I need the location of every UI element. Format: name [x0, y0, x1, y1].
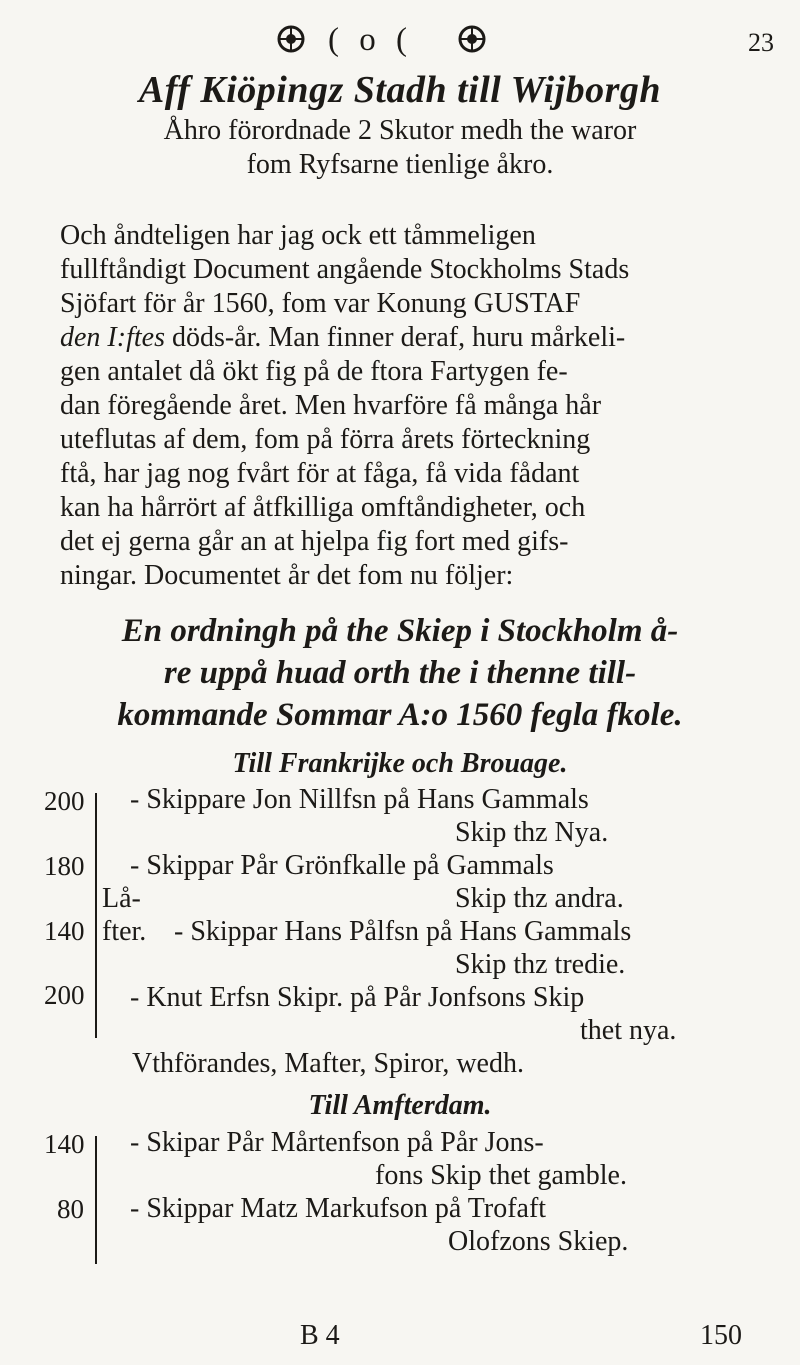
printer-ornament-icon	[457, 24, 487, 54]
signature-mark: B 4	[300, 1320, 340, 1351]
paragraph-line: kan ha hårrört af åtfkilliga omftåndigheter, och	[60, 492, 586, 523]
tonnage-number: 140	[44, 1129, 85, 1159]
ship-entry-continuation: fons Skip thet gamble.	[375, 1160, 627, 1191]
document-heading	[0, 610, 800, 736]
page-header	[0, 22, 800, 62]
ship-entry-continuation: Skip thz tredie.	[455, 949, 626, 980]
intro-line: Åhro förordnade 2 Skutor medh the waror	[163, 115, 637, 146]
paragraph-line: Sjöfart för år 1560, fom var Konung GUSTAF	[60, 288, 581, 319]
paragraph-text: döds-år. Man finner deraf, huru mårkeli-	[164, 322, 626, 353]
running-title: Aff Kiöpingz Stadh till Wijborgh	[138, 69, 662, 111]
paragraph-line: Och åndteligen har jag ock ett tåmmeligen	[60, 220, 536, 251]
cargo-line: Vthförandes, Mafter, Spiror, wedh.	[132, 1048, 524, 1079]
paragraph-line: dan föregående året. Men hvarföre få många hår	[60, 390, 602, 421]
paragraph-line: gen antalet då ökt fig på de ftora Fartygen fe-	[60, 356, 568, 387]
heading-line: En ordningh på the Skiep i Stockholm å-	[121, 613, 679, 649]
bracket-line	[95, 1136, 97, 1264]
ship-entry: - Skippar Matz Markufson på Trofaft	[130, 1193, 547, 1224]
section-title-amsterdam: Till Amfterdam.	[308, 1090, 492, 1121]
body-paragraph	[60, 219, 629, 593]
tonnage-number: 140	[44, 916, 85, 946]
ship-entry-continuation: thet nya.	[580, 1015, 677, 1046]
paragraph-line: fullftåndigt Document angående Stockholms Stads	[60, 254, 630, 285]
side-note: Lå-	[102, 883, 141, 914]
side-note: fter.	[102, 916, 147, 947]
bracket-line	[95, 793, 97, 1038]
ship-entry: - Skipar Pår Mårtenfson på Pår Jons-	[130, 1127, 544, 1158]
catchword: 150	[700, 1320, 742, 1351]
paragraph-italic: den I:ftes	[60, 322, 165, 353]
tonnage-number: 80	[57, 1194, 84, 1224]
ship-entry: - Skippar Hans Pålfsn på Hans Gammals	[174, 916, 632, 947]
intro-text	[0, 114, 800, 182]
intro-line: fom Ryfsarne tienlige åkro.	[246, 149, 554, 180]
tonnage-number: 180	[44, 851, 85, 881]
paragraph-line	[60, 321, 629, 355]
ship-entry-continuation: Olofzons Skiep.	[448, 1226, 629, 1257]
page-number: 23	[748, 28, 774, 57]
paragraph-line: ftå, har jag nog fvårt för at fåga, få vida fådant	[60, 458, 580, 489]
ship-entry-continuation: Skip thz andra.	[455, 883, 624, 914]
ship-entry: - Skippare Jon Nillfsn på Hans Gammals	[130, 784, 589, 815]
ship-entry: - Knut Erfsn Skipr. på Pår Jonfsons Skip	[130, 982, 585, 1013]
heading-line: kommande Sommar A:o 1560 fegla fkole.	[117, 697, 683, 733]
section-title-frankrijke: Till Frankrijke och Brouage.	[232, 748, 568, 779]
paragraph-line: ningar. Documentet år det fom nu följer:	[60, 560, 514, 591]
printer-ornament-icon	[276, 24, 306, 54]
tonnage-number: 200	[44, 980, 85, 1010]
heading-line: re uppå huad orth the i thenne till-	[163, 655, 637, 691]
paragraph-line: det ej gerna går an at hjelpa fig fort med gifs-	[60, 526, 569, 557]
ship-entry: - Skippar Pår Grönfkalle på Gammals	[130, 850, 554, 881]
tonnage-number: 200	[44, 786, 85, 816]
ship-entry-continuation: Skip thz Nya.	[455, 817, 609, 848]
header-parentheses: ( o (	[328, 22, 413, 58]
paragraph-line: uteflutas af dem, fom på förra årets förteckning	[60, 424, 591, 455]
